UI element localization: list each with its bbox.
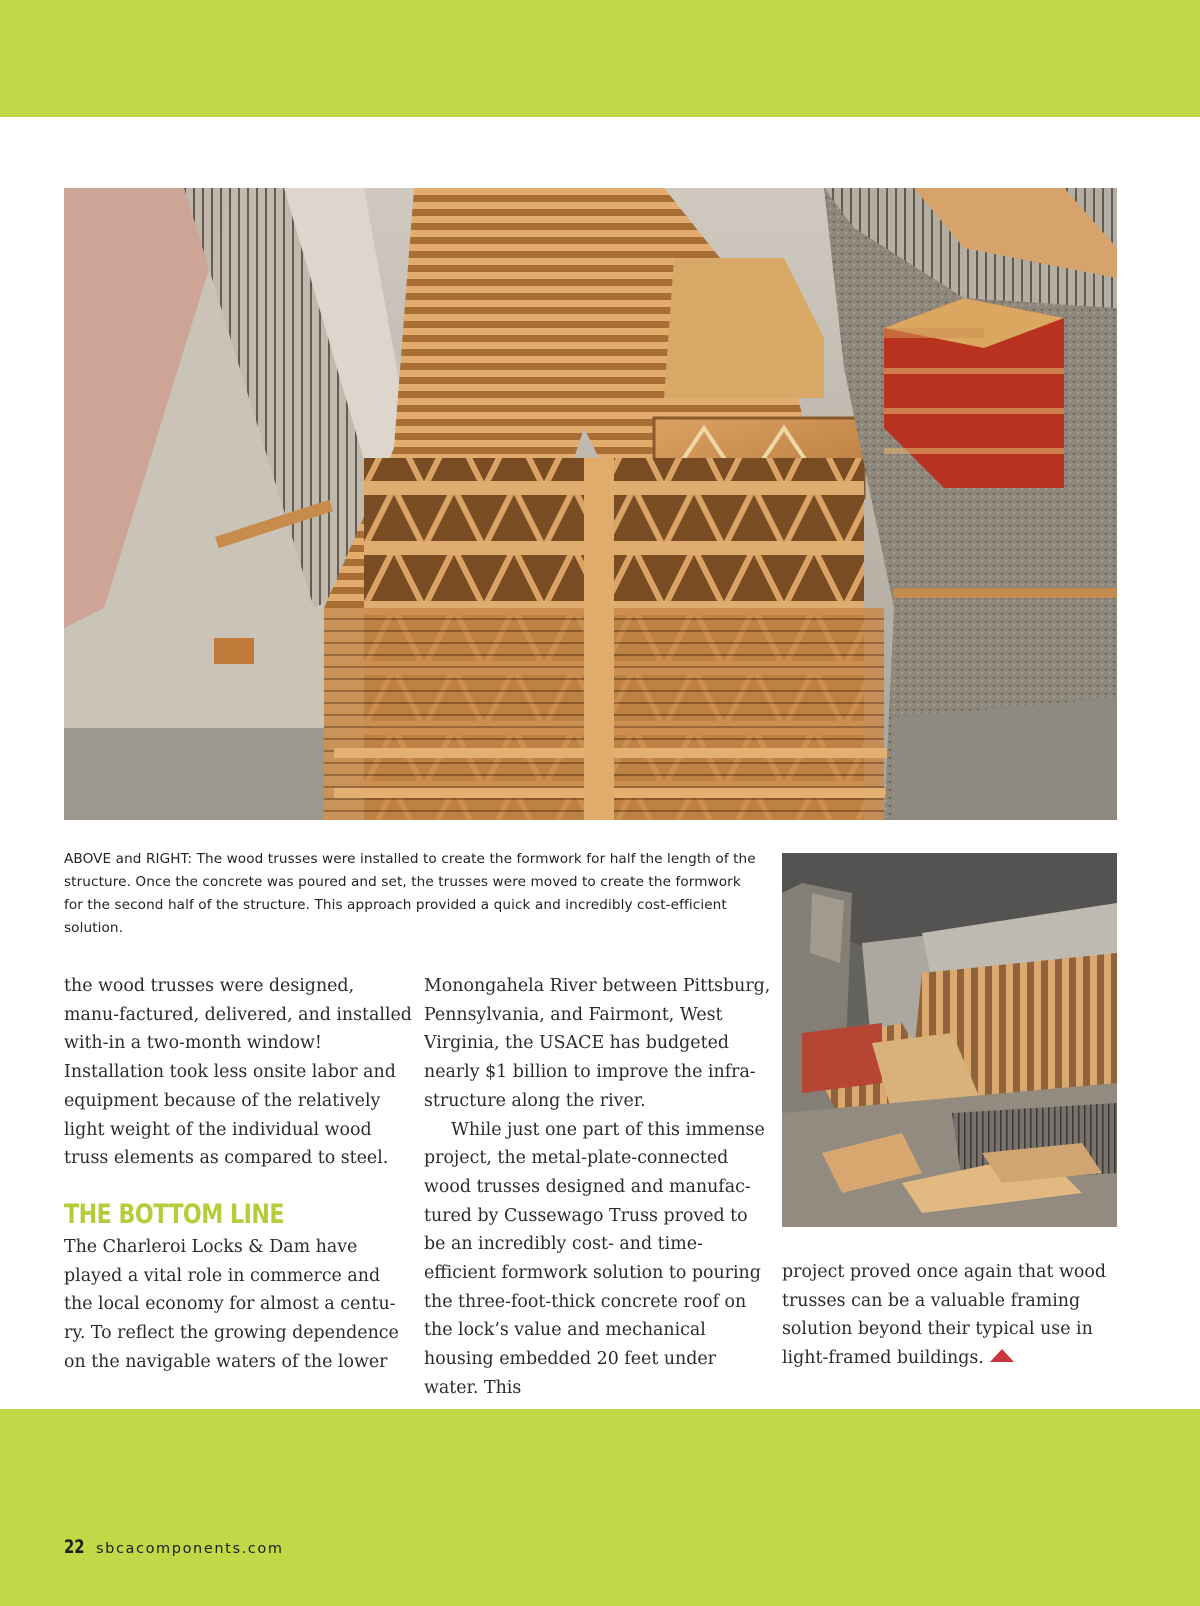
page-footer: [64, 1536, 284, 1558]
article-column-2: [424, 972, 774, 1403]
body-paragraph: the wood trusses were designed, manu-factured, delivered, and installed with-in a two-month window! Installation took less onsite labor and equipment because of the relatively light weight of the individual wood truss elements as compared to steel.: [64, 976, 412, 1169]
side-construction-photo: [782, 853, 1117, 1227]
bottom-color-band: [0, 1409, 1200, 1606]
wood-truss-formwork-illustration: [64, 188, 1117, 820]
photo-caption: ABOVE and RIGHT: The wood trusses were installed to create the formwork for half the length of the structure. Once the concrete was poured and set, the trusses were moved to create the formwork for the second half of the structure. This approach provided a quick and incredibly cost-efficient solution.: [64, 851, 756, 936]
section-heading: THE BOTTOM LINE: [64, 1198, 285, 1230]
body-paragraph: The Charleroi Locks & Dam have played a vital role in commerce and the local economy for almost a centu-ry. To reflect the growing dependence on the navigable waters of the lower: [64, 1236, 399, 1372]
main-construction-photo: [64, 188, 1117, 820]
body-paragraph: While just one part of this immense project, the metal-plate-connected wood trusses designed and manufac-tured by Cussewago Truss proved to be an incredibly cost- and time-efficient formwork solution to pouring the three-foot-thick concrete roof on the lock’s value and mechanical housing embedded 20 feet under water. This: [424, 1119, 765, 1398]
closing-text: project proved once again that wood trusses can be a valuable framing solution beyond their typical use in light-framed buildings.: [782, 1262, 1106, 1369]
website-link[interactable]: sbcacomponents.com: [96, 1541, 284, 1557]
body-paragraph: Monongahela River between Pittsburg, Pennsylvania, and Fairmont, West Virginia, the USACE has budgeted nearly $1 billion to improve the infra-structure along the river.: [424, 976, 771, 1111]
page-number: 22: [64, 1536, 85, 1558]
top-color-band: [0, 0, 1200, 117]
aerial-lock-formwork-illustration: [782, 853, 1117, 1227]
article-column-3: [782, 1258, 1122, 1373]
triangle-end-mark-icon: [990, 1349, 1014, 1362]
article-column-1: [64, 972, 414, 1376]
body-paragraph: [782, 1258, 1122, 1373]
